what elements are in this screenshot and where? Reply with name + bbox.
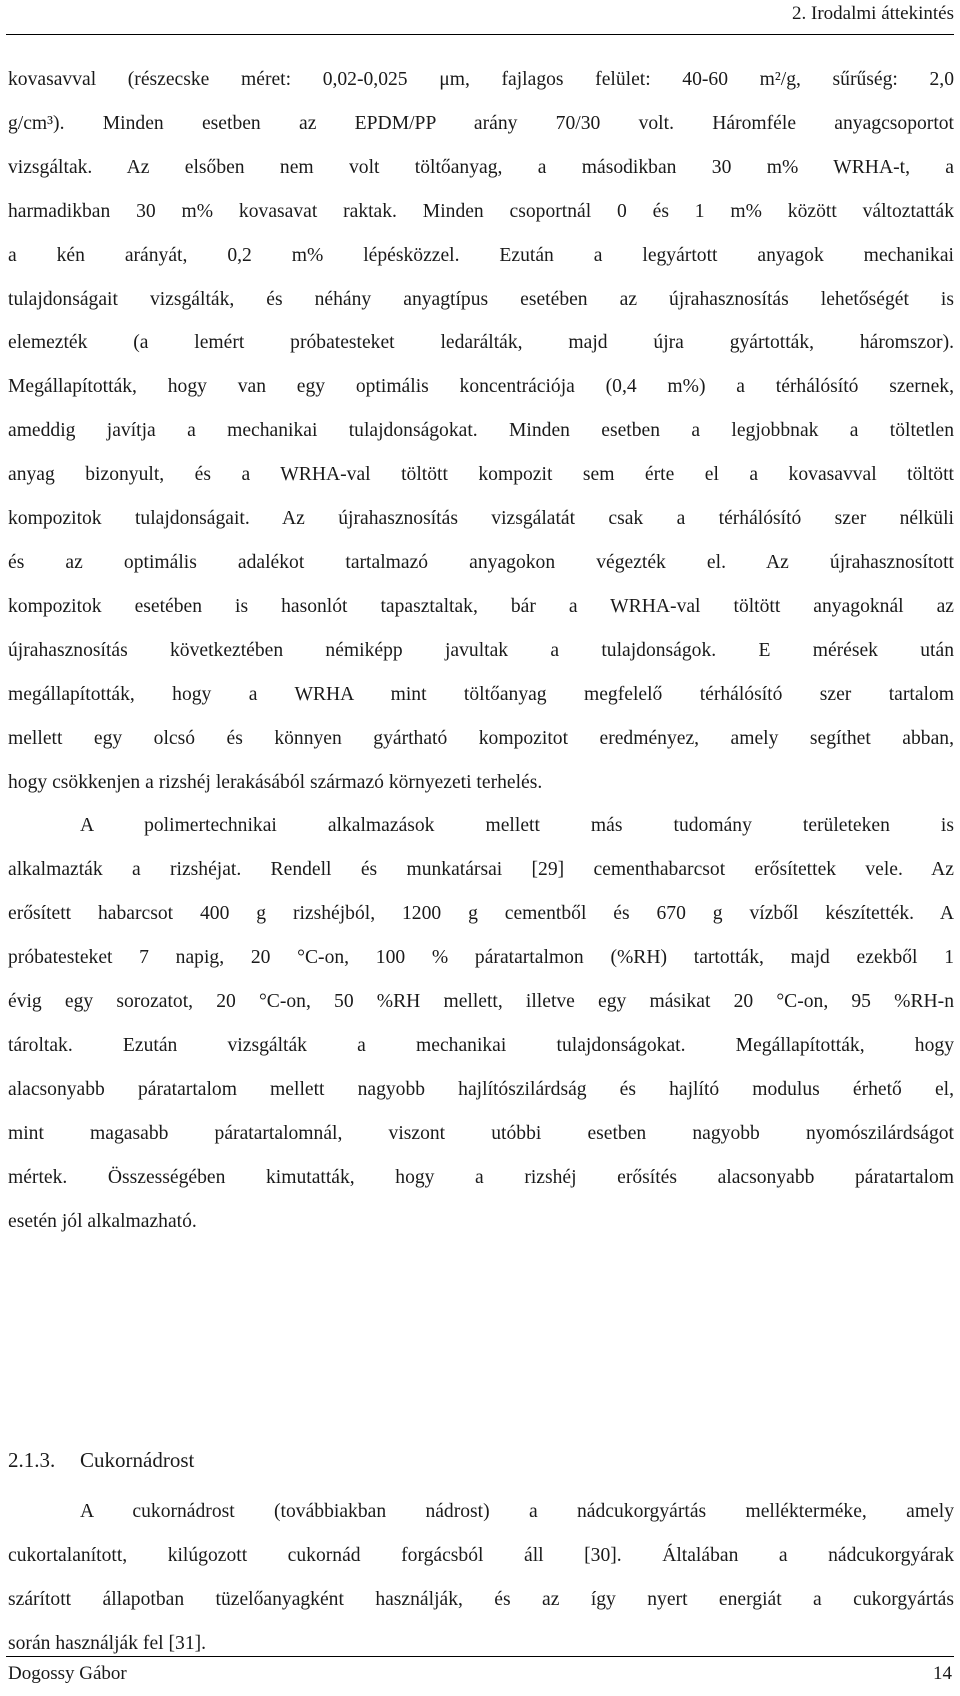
text-line: erősített habarcsot 400 g rizshéjból, 1200 g cementből és 670 g vízből készítették. A xyxy=(8,903,954,925)
text-line: tároltak. Ezután vizsgálták a mechanikai tulajdonságokat. Megállapították, hogy xyxy=(8,1034,954,1056)
paragraph-1 xyxy=(8,58,954,804)
text-line: Megállapították, hogy van egy optimális koncentrációja (0,4 m%) a térhálósító szernek, xyxy=(8,376,954,398)
section-title: Cukornádrost xyxy=(80,1448,195,1472)
section-number: 2.1.3. xyxy=(8,1448,56,1472)
text-line: újrahasznosítás következtében némiképp javultak a tulajdonságok. E mérések után xyxy=(8,639,954,661)
paragraph-3 xyxy=(8,1490,954,1666)
text-line: esetén jól alkalmazható. xyxy=(8,1210,197,1232)
text-line: mint magasabb páratartalomnál, viszont utóbbi esetben nagyobb nyomószilárdságot xyxy=(8,1122,954,1144)
text-line: vizsgáltak. Az elsőben nem volt töltőanyag, a másodikban 30 m% WRHA-t, a xyxy=(8,156,954,178)
footer-divider xyxy=(6,1656,954,1657)
text-line: mértek. Összességében kimutatták, hogy a rizshéj erősítés alacsonyabb páratartalom xyxy=(8,1166,954,1188)
text-line: harmadikban 30 m% kovasavat raktak. Minden csoportnál 0 és 1 m% között változtatták xyxy=(8,200,954,222)
text-line: A polimertechnikai alkalmazások mellett más tudomány területeken is xyxy=(80,815,954,837)
text-line: A cukornádrost (továbbiakban nádrost) a nádcukorgyártás mellékterméke, amely xyxy=(80,1501,954,1522)
chapter-title: 2. Irodalmi áttekintés xyxy=(792,3,954,24)
paragraph-2 xyxy=(8,804,954,1243)
text-line: a kén arányát, 0,2 m% lépésközzel. Ezután a legyártott anyagok mechanikai xyxy=(8,244,954,266)
text-line: alacsonyabb páratartalom mellett nagyobb hajlítószilárdság és hajlító modulus érhető el, xyxy=(8,1078,954,1100)
body-text xyxy=(8,58,954,1243)
body-text-section xyxy=(8,1490,954,1666)
text-line: g/cm³). Minden esetben az EPDM/PP arány 70/30 volt. Háromféle anyagcsoportot xyxy=(8,112,954,134)
text-line: mellett egy olcsó és könnyen gyártható kompozitot eredményez, amely segíthet abban, xyxy=(8,727,954,749)
text-line: alkalmazták a rizshéjat. Rendell és munkatársai [29] cementhabarcsot erősítettek vele. Az xyxy=(8,859,954,881)
page-number: 14 xyxy=(933,1663,952,1684)
text-line: kovasavval (részecske méret: 0,02-0,025 μm, fajlagos felület: 40-60 m²/g, sűrűség: 2,0 xyxy=(8,69,954,90)
page-header xyxy=(0,0,960,36)
text-line: kompozitok tulajdonságait. Az újrahasznosítás vizsgálatát csak a térhálósító szer nélküli xyxy=(8,508,954,530)
header-divider xyxy=(6,34,954,35)
text-line: során használják fel [31]. xyxy=(8,1632,207,1654)
page-footer xyxy=(0,1656,960,1696)
text-line: elemezték (a lemért próbatesteket ledarálták, majd újra gyártották, háromszor). xyxy=(8,332,954,354)
text-line: kompozitok esetében is hasonlót tapasztaltak, bár a WRHA-val töltött anyagoknál az xyxy=(8,595,954,617)
text-line: ameddig javítja a mechanikai tulajdonságokat. Minden esetben a legjobbnak a töltetlen xyxy=(8,420,954,442)
text-line: tulajdonságait vizsgálták, és néhány anyagtípus esetében az újrahasznosítás lehetőségét is xyxy=(8,288,954,310)
text-line: próbatesteket 7 napig, 20 °C-on, 100 % páratartalmon (%RH) tartották, majd ezekből 1 xyxy=(8,947,954,969)
section-heading xyxy=(8,1445,194,1475)
text-line: cukortalanított, kilúgozott cukornád forgácsból áll [30]. Általában a nádcukorgyárak xyxy=(8,1544,954,1566)
text-line: szárított állapotban tüzelőanyagként használják, és az így nyert energiát a cukorgyártás xyxy=(8,1588,954,1610)
author-name: Dogossy Gábor xyxy=(8,1663,127,1684)
text-line: évig egy sorozatot, 20 °C-on, 50 %RH mellett, illetve egy másikat 20 °C-on, 95 %RH-n xyxy=(8,991,954,1013)
text-line: anyag bizonyult, és a WRHA-val töltött kompozit sem érte el a kovasavval töltött xyxy=(8,464,954,486)
text-line: hogy csökkenjen a rizshéj lerakásából származó környezeti terhelés. xyxy=(8,771,543,793)
text-line: megállapították, hogy a WRHA mint töltőanyag megfelelő térhálósító szer tartalom xyxy=(8,683,954,705)
text-line: és az optimális adalékot tartalmazó anyagokon végezték el. Az újrahasznosított xyxy=(8,551,954,573)
